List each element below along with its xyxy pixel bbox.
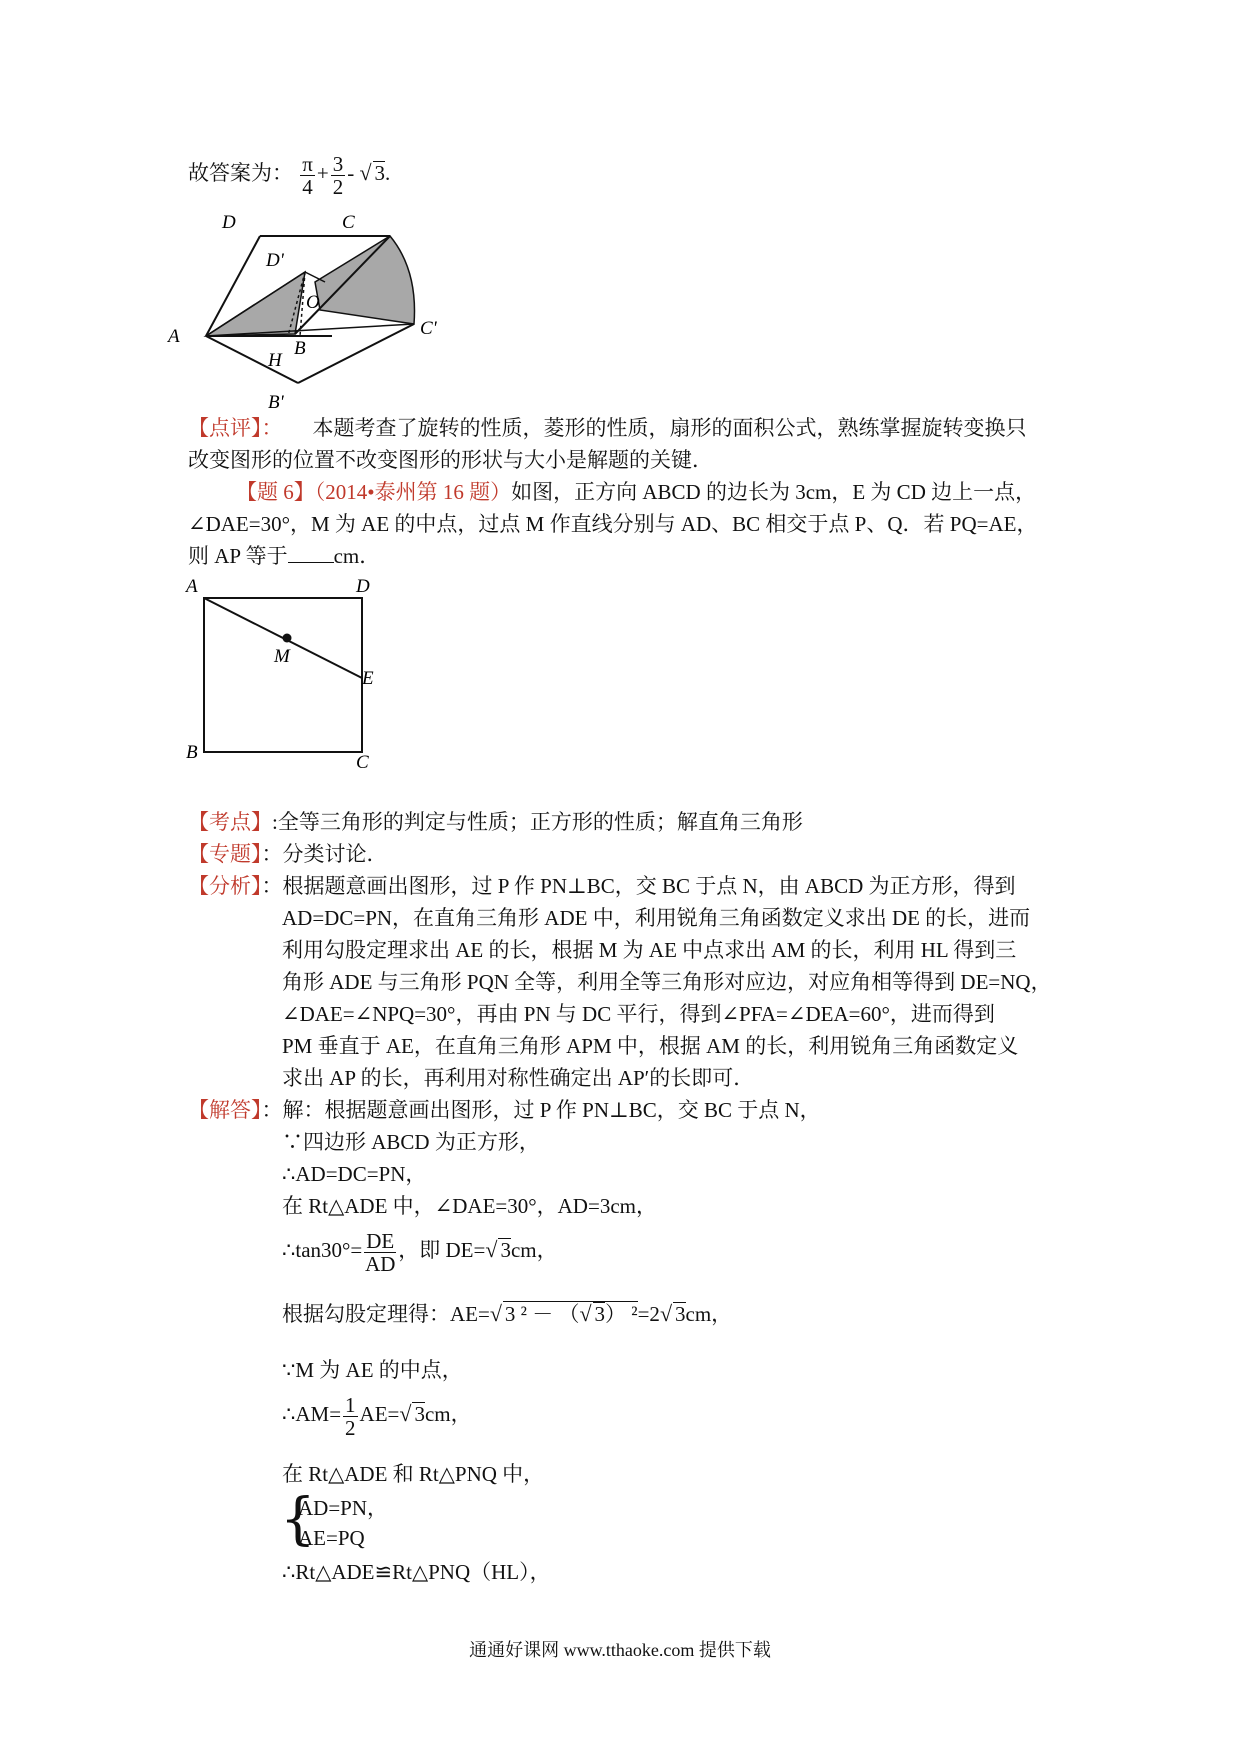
label-Bp: B'	[268, 392, 284, 413]
system-eq-1: AD=PN，	[298, 1496, 389, 1520]
label-B: B	[294, 338, 306, 359]
jieda-tag: 【解答】	[188, 1098, 262, 1122]
kaodian-line: 【考点】:全等三角形的判定与性质；正方形的性质；解直角三角形	[188, 810, 803, 834]
jieda-line-6: 根据勾股定理得：AE=√ 3 ² － （√ 3） ²=2√ 3cm，	[282, 1301, 733, 1326]
problem-source: （2014•泰州第 16 题）	[314, 480, 512, 504]
fenxi-line-1: 【分析】：根据题意画出图形，过 P 作 PN⊥BC，交 BC 于点 N，由 ABCD 为正方形，得到	[188, 874, 1016, 898]
label-B2: B	[186, 742, 198, 763]
jieda-line-4: 在 Rt△ADE 中，∠DAE=30°，AD=3cm，	[282, 1194, 657, 1218]
label-Dp: D'	[266, 250, 284, 271]
answer-blank	[288, 544, 334, 563]
jieda-line-10: ∴Rt△ADE≌Rt△PNQ（HL），	[282, 1560, 551, 1584]
fenxi-line-4: 角形 ADE 与三角形 PQN 全等，利用全等三角形对应边，对应角相等得到 DE=NQ，	[282, 970, 1052, 994]
problem-line-3: 则 AP 等于 cm．	[188, 544, 381, 568]
fenxi-line-7: 求出 AP 的长，再利用对称性确定出 AP′的长即可．	[282, 1066, 755, 1090]
label-A: A	[168, 326, 180, 347]
zhuanti-line: 【专题】：分类讨论．	[188, 842, 388, 866]
problem-line-1: 【题 6】（2014•泰州第 16 题）如图，正方向 ABCD 的边长为 3cm，E 为 CD 边上一点，	[236, 480, 1037, 504]
comment-line-1: 【点评】： 本题考查了旋转的性质，菱形的性质，扇形的面积公式，熟练掌握旋转变换只	[188, 416, 1027, 440]
label-C: C	[342, 212, 355, 233]
fenxi-line-2: AD=DC=PN，在直角三角形 ADE 中，利用锐角三角函数定义求出 DE 的长，进而	[282, 906, 1031, 930]
system-eq-2: AE=PQ	[298, 1526, 365, 1550]
label-C2: C	[356, 752, 369, 773]
label-A2: A	[186, 576, 198, 597]
label-D: D	[222, 212, 236, 233]
fenxi-tag: 【分析】	[188, 874, 262, 898]
radical-AE: 3 ² － （√ 3） ²	[504, 1301, 638, 1326]
kaodian-tag: 【考点】	[188, 810, 272, 834]
problem-line-2: ∠DAE=30°，M 为 AE 的中点，过点 M 作直线分别与 AD、BC 相交于点 P、Q．若 PQ=AE，	[188, 512, 1038, 536]
square-ABCD	[204, 598, 362, 752]
frac-DE-AD: $\frac{DE}{AD}$	[365, 1228, 396, 1276]
jieda-line-5: ∴tan30°= $\frac{DE}{AD}$ ，即 DE=√ 3cm，	[282, 1228, 558, 1276]
answer-line: 故答案为： $\frac{\pi}{4}$ + $\frac{3}{2}$ - √ 3.	[188, 151, 391, 199]
point-M	[283, 634, 292, 643]
label-H: H	[268, 350, 282, 371]
answer-sqrt3: 3	[374, 161, 386, 185]
comment-tag: 【点评】：	[188, 416, 283, 440]
label-O: O	[306, 292, 320, 313]
system-brace: {	[280, 1487, 316, 1552]
zhuanti-tag: 【专题】	[188, 842, 262, 866]
figure-square	[180, 572, 400, 772]
fenxi-line-5: ∠DAE=∠NPQ=30°，再由 PN 与 DC 平行，得到∠PFA=∠DEA=60°，进而得到	[282, 1002, 995, 1026]
edge-AB2	[206, 336, 298, 383]
comment-line-2: 改变图形的位置不改变图形的形状与大小是解题的关键．	[188, 448, 713, 472]
fenxi-line-6: PM 垂直于 AE，在直角三角形 APM 中，根据 AM 的长，利用锐角三角函数定义	[282, 1034, 1019, 1058]
label-M: M	[274, 646, 290, 667]
label-Cp: C'	[420, 318, 437, 339]
jieda-line-7: ∵M 为 AE 的中点，	[282, 1358, 463, 1382]
fenxi-line-3: 利用勾股定理求出 AE 的长，根据 M 为 AE 中点求出 AM 的长，利用 HL 得到三	[282, 938, 1017, 962]
shaded-sector	[315, 236, 415, 324]
answer-frac-pi-4: $\frac{\pi}{4}$	[302, 151, 313, 199]
jieda-line-8: ∴AM= $\frac{1}{2}$ AE=√ 3cm，	[282, 1392, 472, 1440]
answer-frac-3-2: $\frac{3}{2}$	[332, 151, 344, 199]
jieda-line-1: 【解答】：解：根据题意画出图形，过 P 作 PN⊥BC，交 BC 于点 N，	[188, 1098, 821, 1122]
answer-prefix: 故答案为：	[188, 161, 293, 185]
problem-number: 题 6	[257, 480, 294, 504]
page-footer: 通通好课网 www.tthaoke.com 提供下载	[469, 1640, 771, 1660]
label-E: E	[362, 668, 374, 689]
jieda-line-3: ∴AD=DC=PN，	[282, 1162, 427, 1186]
edge-BpCp	[298, 324, 414, 383]
figure-rhombus-rotation	[168, 200, 460, 420]
jieda-line-9: 在 Rt△ADE 和 Rt△PNQ 中，	[282, 1462, 545, 1486]
label-D2: D	[356, 576, 370, 597]
jieda-line-2: ∵四边形 ABCD 为正方形，	[282, 1130, 540, 1154]
frac-1-2: $\frac{1}{2}$	[345, 1392, 356, 1440]
